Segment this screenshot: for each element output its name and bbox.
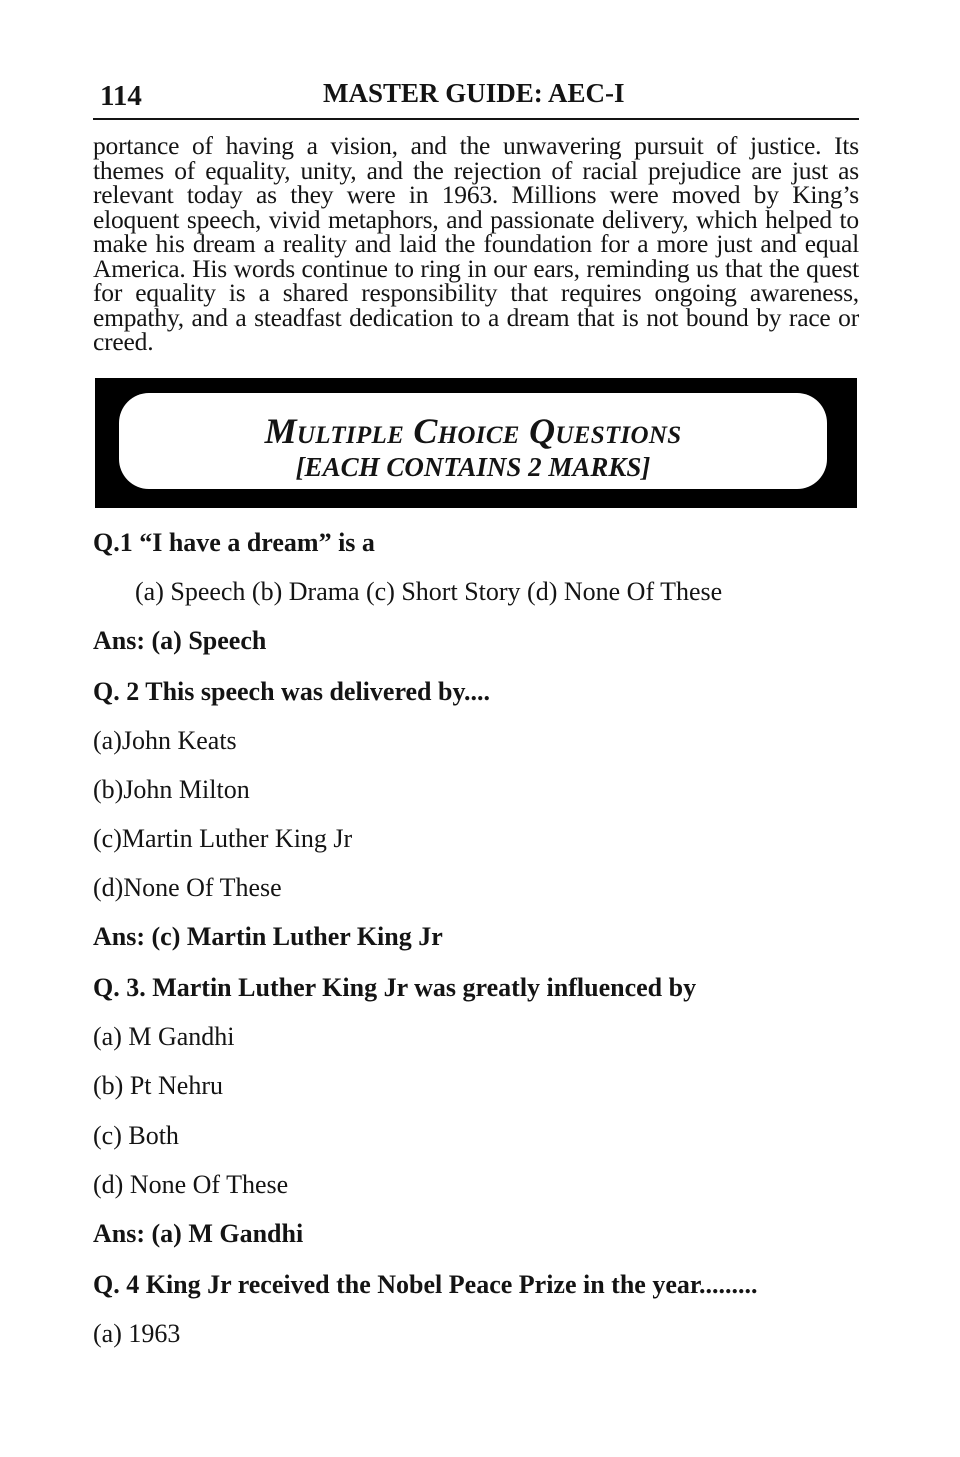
section-title: Multiple Choice Questions xyxy=(264,411,682,451)
question-2-option-b: (b)John Milton xyxy=(93,775,250,804)
intro-paragraph: portance of having a vision, and the unwavering pursuit of justice. Its themes of equality, unity, and the rejection of racial prejudice are just as relevant today as they were in 1963. Millions were moved by King’s eloquent speech, vivid metaphors, and passionate delivery, which helped to make his dream a reality and laid the foundation for a more just and equal America. His words continue to ring in our ears, reminding us that the quest for equality is a shared responsibility that requires ongoing awareness, empathy, and a steadfast dedication to a dream that is not bound by race or creed. xyxy=(93,131,859,356)
section-subtitle: [EACH CONTAINS 2 MARKS] xyxy=(295,452,651,482)
header-rule xyxy=(93,118,859,120)
question-3: Q. 3. Martin Luther King Jr was greatly influenced by xyxy=(93,973,697,1002)
question-2-option-d: (d)None Of These xyxy=(93,873,282,902)
page-number: 114 xyxy=(100,80,142,112)
section-banner-panel xyxy=(119,393,827,489)
question-2-option-a: (a)John Keats xyxy=(93,726,237,755)
question-3-option-c: (c) Both xyxy=(93,1121,179,1150)
running-title: MASTER GUIDE: AEC-I xyxy=(323,78,625,108)
question-4-option-a: (a) 1963 xyxy=(93,1319,181,1348)
page-header xyxy=(93,78,859,118)
question-3-answer: Ans: (a) M Gandhi xyxy=(93,1219,304,1248)
question-1-answer: Ans: (a) Speech xyxy=(93,626,267,655)
question-2: Q. 2 This speech was delivered by.... xyxy=(93,677,491,706)
question-1-options: (a) Speech (b) Drama (c) Short Story (d) None Of These xyxy=(135,577,723,606)
question-3-option-d: (d) None Of These xyxy=(93,1170,289,1199)
question-3-option-b: (b) Pt Nehru xyxy=(93,1071,223,1100)
question-1: Q.1 “I have a dream” is a xyxy=(93,528,375,557)
question-2-option-c: (c)Martin Luther King Jr xyxy=(93,824,353,853)
question-4: Q. 4 King Jr received the Nobel Peace Prize in the year......... xyxy=(93,1270,758,1299)
question-2-answer: Ans: (c) Martin Luther King Jr xyxy=(93,922,443,951)
question-3-option-a: (a) M Gandhi xyxy=(93,1022,235,1051)
section-banner xyxy=(95,378,857,508)
